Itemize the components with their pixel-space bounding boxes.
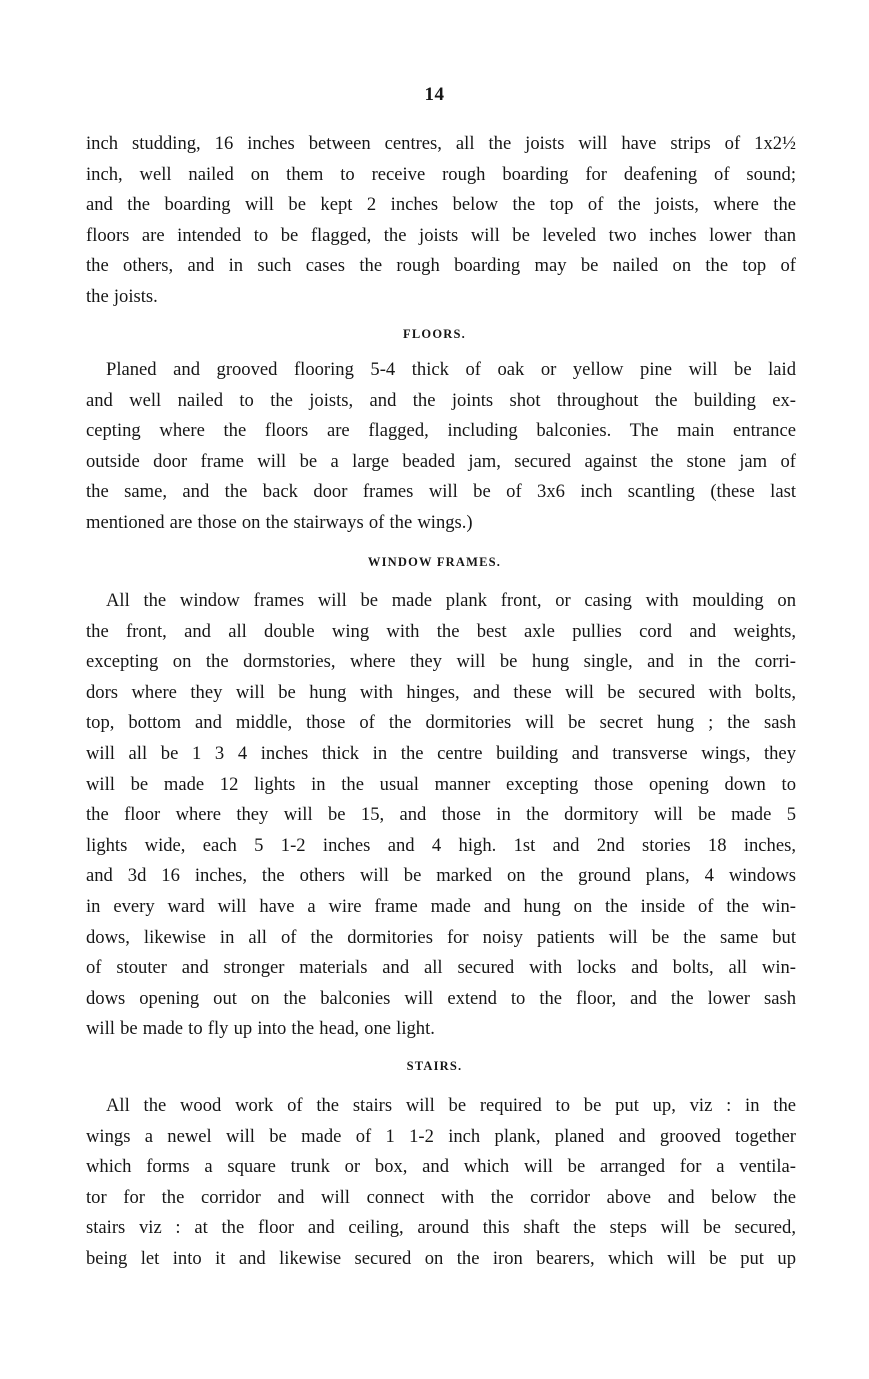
text-line: wings a newel will be made of 1 1-2 inch plank, planed and grooved together: [86, 1125, 796, 1147]
text-line: tor for the corridor and will connect with the corridor above and below the: [86, 1186, 796, 1208]
floors-paragraph: [86, 355, 796, 539]
text-line: All the window frames will be made plank front, or casing with moulding on: [106, 590, 796, 611]
text-line: the front, and all double wing with the best axle pullies cord and weights,: [86, 620, 796, 642]
text-line: floors are intended to be flagged, the joists will be leveled two inches lower than: [86, 224, 796, 246]
text-line: cepting where the floors are flagged, including balconies. The main entrance: [86, 420, 796, 442]
section-heading-stairs: STAIRS.: [406, 1059, 463, 1073]
text-line: inch, well nailed on them to receive rough boarding for deafening of sound;: [86, 163, 796, 185]
text-line: and 3d 16 inches, the others will be marked on the ground plans, 4 windows: [86, 865, 796, 887]
text-line: the same, and the back door frames will be of 3x6 inch scantling (these last: [86, 481, 796, 503]
section-heading-floors: FLOORS.: [403, 327, 466, 341]
text-line: stairs viz : at the floor and ceiling, around this shaft the steps will be secured,: [86, 1217, 796, 1239]
text-line: the floor where they will be 15, and those in the dormitory will be made 5: [86, 804, 796, 826]
text-line: being let into it and likewise secured on the iron bearers, which will be put up: [86, 1247, 796, 1269]
text-line: dows, likewise in all of the dormitories for noisy patients will be the same but: [86, 926, 796, 948]
text-line: inch studding, 16 inches between centres, all the joists will have strips of 1x2½: [86, 133, 796, 154]
text-line: will be made 12 lights in the usual manner excepting those opening down to: [86, 773, 796, 795]
section-heading-window-frames: WINDOW FRAMES.: [367, 555, 502, 569]
text-line: lights wide, each 5 1-2 inches and 4 high. 1st and 2nd stories 18 inches,: [86, 834, 796, 856]
text-line: All the wood work of the stairs will be required to be put up, viz : in the: [106, 1095, 796, 1116]
intro-paragraph: [86, 129, 796, 313]
text-line: Planed and grooved flooring 5-4 thick of oak or yellow pine will be laid: [106, 359, 796, 380]
text-line: and the boarding will be kept 2 inches below the top of the joists, where the: [86, 194, 796, 216]
text-line: will all be 1 3 4 inches thick in the centre building and transverse wings, they: [86, 742, 796, 764]
text-line: dors where they will be hung with hinges, and these will be secured with bolts,: [86, 681, 796, 703]
text-line: outside door frame will be a large beaded jam, secured against the stone jam of: [86, 450, 796, 472]
text-line: will be made to fly up into the head, one light.: [86, 1018, 435, 1040]
text-line: mentioned are those on the stairways of the wings.): [86, 511, 473, 533]
text-line: in every ward will have a wire frame made and hung on the inside of the win-: [86, 895, 796, 917]
text-line: the others, and in such cases the rough boarding may be nailed on the top of: [86, 255, 796, 277]
text-line: dows opening out on the balconies will extend to the floor, and the lower sash: [86, 987, 796, 1009]
page-number: 14: [424, 84, 445, 105]
text-line: which forms a square trunk or box, and which will be arranged for a ventila-: [86, 1156, 796, 1178]
window-frames-paragraph: [86, 586, 796, 1045]
text-line: top, bottom and middle, those of the dormitories will be secret hung ; the sash: [86, 712, 796, 734]
text-line: of stouter and stronger materials and all secured with locks and bolts, all win-: [86, 957, 796, 979]
text-line: and well nailed to the joists, and the joints shot throughout the building ex-: [86, 389, 796, 411]
stairs-paragraph: [86, 1091, 796, 1275]
text-line: excepting on the dormstories, where they will be hung single, and in the corri-: [86, 651, 796, 673]
text-line: the joists.: [86, 285, 158, 307]
